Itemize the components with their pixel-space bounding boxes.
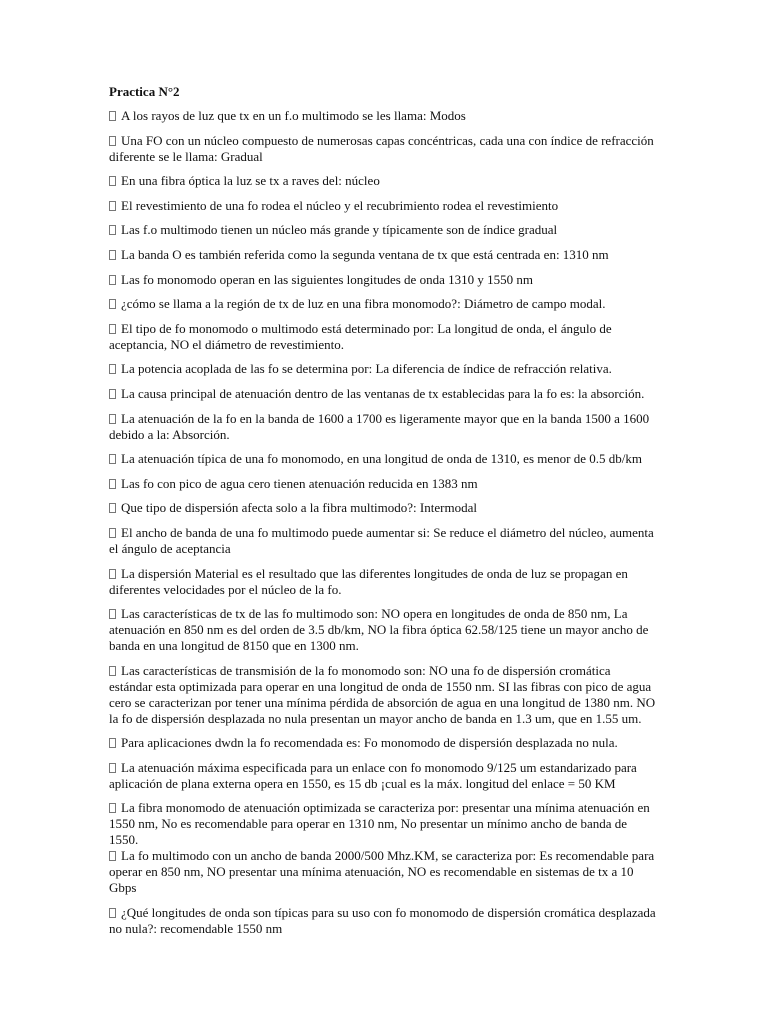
question-item [109, 566, 656, 598]
question-text: Las características de transmisión de la fo monomodo son: NO una fo de dispersión cromática estándar esta optimizada para operar en una longitud de onda de 1550 nm. SI las fibras con pico de agua cero se caracterizan por tener una mínima pérdida de absorción de agua en una longitud de 1380 nm. NO la fo de dispersión desplazada no nula presentan un mayor ancho de banda en 1.3 um, que en 1.55 um. [109, 662, 656, 726]
question-item [109, 606, 656, 654]
document-title: Practica N°2 [109, 84, 180, 99]
bullet-icon [109, 414, 116, 424]
question-item [109, 735, 656, 751]
bullet-icon [109, 454, 116, 464]
question-item [109, 411, 656, 443]
question-text: En una fibra óptica la luz se tx a raves del: núcleo [121, 173, 380, 189]
question-text: Las fo monomodo operan en las siguientes longitudes de onda 1310 y 1550 nm [121, 271, 533, 287]
question-text: La banda O es también referida como la segunda ventana de tx que está centrada en: 1310 nm [121, 246, 609, 262]
question-item [109, 272, 656, 288]
question-item [109, 222, 656, 238]
question-item [109, 108, 656, 124]
question-item [109, 247, 656, 263]
question-text: La dispersión Material es el resultado que las diferentes longitudes de onda de luz se propagan en diferentes velocidades por el núcleo de la fo. [109, 565, 628, 597]
question-text: Para aplicaciones dwdn la fo recomendada es: Fo monomodo de dispersión desplazada no nula. [121, 735, 618, 751]
question-item [109, 848, 656, 896]
question-text: Una FO con un núcleo compuesto de numerosas capas concéntricas, cada una con índice de refracción diferente se le llama: Gradual [109, 132, 654, 164]
bullet-icon [109, 275, 116, 285]
bullet-icon [109, 364, 116, 374]
question-list [109, 108, 656, 937]
question-item [109, 198, 656, 214]
question-item [109, 905, 656, 937]
question-text: Las características de tx de las fo multimodo son: NO opera en longitudes de onda de 850 nm, La atenuación en 850 nm es del orden de 3.5 db/km, NO la fibra óptica 62.58/125 tiene un mayor ancho de banda en una longitud de 8150 que en 1300 nm. [109, 606, 649, 654]
bullet-icon [109, 851, 116, 861]
question-text: La fo multimodo con un ancho de banda 2000/500 Mhz.KM, se caracteriza por: Es recomendable para operar en 850 nm, NO presentar una mínima atenuación, NO es recomendable en sistemas de tx a 10 Gbps [109, 848, 655, 896]
question-text: La atenuación típica de una fo monomodo, en una longitud de onda de 1310, es menor de 0.5 db/km [121, 451, 642, 467]
question-item [109, 500, 656, 516]
bullet-icon [109, 479, 116, 489]
question-text: Que tipo de dispersión afecta solo a la fibra multimodo?: Intermodal [121, 500, 477, 516]
question-text: El ancho de banda de una fo multimodo puede aumentar si: Se reduce el diámetro del núcleo, aumenta el ángulo de aceptancia [109, 524, 654, 556]
bullet-icon [109, 763, 116, 773]
question-item [109, 800, 656, 848]
bullet-icon [109, 111, 116, 121]
bullet-icon [109, 908, 116, 918]
question-item [109, 476, 656, 492]
bullet-icon [109, 528, 116, 538]
question-text: El revestimiento de una fo rodea el núcleo y el recubrimiento rodea el revestimiento [121, 197, 559, 213]
question-item [109, 525, 656, 557]
question-text: La atenuación máxima especificada para un enlace con fo monomodo 9/125 um estandarizado para aplicación de plana externa opera en 1550, es 15 db ¡cual es la máx. longitud del enlace = 50 KM [109, 759, 637, 791]
question-item [109, 321, 656, 353]
question-text: La potencia acoplada de las fo se determina por: La diferencia de índice de refracción relativa. [121, 361, 612, 377]
question-text: El tipo de fo monomodo o multimodo está determinado por: La longitud de onda, el ángulo de aceptancia, NO el diámetro de revestimiento. [109, 320, 612, 352]
bullet-icon [109, 299, 116, 309]
bullet-icon [109, 225, 116, 235]
question-text: ¿Qué longitudes de onda son típicas para su uso con fo monomodo de dispersión cromática desplazada no nula?: recomendable 1550 nm [109, 905, 656, 937]
bullet-icon [109, 569, 116, 579]
bullet-icon [109, 666, 116, 676]
question-item [109, 451, 656, 467]
bullet-icon [109, 250, 116, 260]
question-item [109, 361, 656, 377]
question-item [109, 386, 656, 402]
bullet-icon [109, 609, 116, 619]
question-text: A los rayos de luz que tx en un f.o multimodo se les llama: Modos [121, 108, 466, 123]
question-text: Las f.o multimodo tienen un núcleo más grande y típicamente son de índice gradual [121, 222, 558, 238]
question-text: ¿cómo se llama a la región de tx de luz en una fibra monomodo?: Diámetro de campo modal. [121, 296, 606, 312]
bullet-icon [109, 136, 116, 146]
bullet-icon [109, 201, 116, 211]
question-item [109, 133, 656, 165]
question-item [109, 663, 656, 727]
question-item [109, 173, 656, 189]
question-text: La causa principal de atenuación dentro de las ventanas de tx establecidas para la fo es: la absorción. [121, 385, 645, 401]
bullet-icon [109, 803, 116, 813]
question-text: La fibra monomodo de atenuación optimizada se caracteriza por: presentar una mínima atenuación en 1550 nm, No es recomendable para operar en 1310 nm, No presentar un mínimo ancho de banda de 1550. [109, 800, 650, 848]
question-item [109, 296, 656, 312]
bullet-icon [109, 738, 116, 748]
question-item [109, 760, 656, 792]
bullet-icon [109, 503, 116, 513]
bullet-icon [109, 176, 116, 186]
bullet-icon [109, 324, 116, 334]
question-text: La atenuación de la fo en la banda de 1600 a 1700 es ligeramente mayor que en la banda 1500 a 1600 debido a la: Absorción. [109, 410, 650, 442]
bullet-icon [109, 389, 116, 399]
question-text: Las fo con pico de agua cero tienen atenuación reducida en 1383 nm [121, 475, 478, 491]
